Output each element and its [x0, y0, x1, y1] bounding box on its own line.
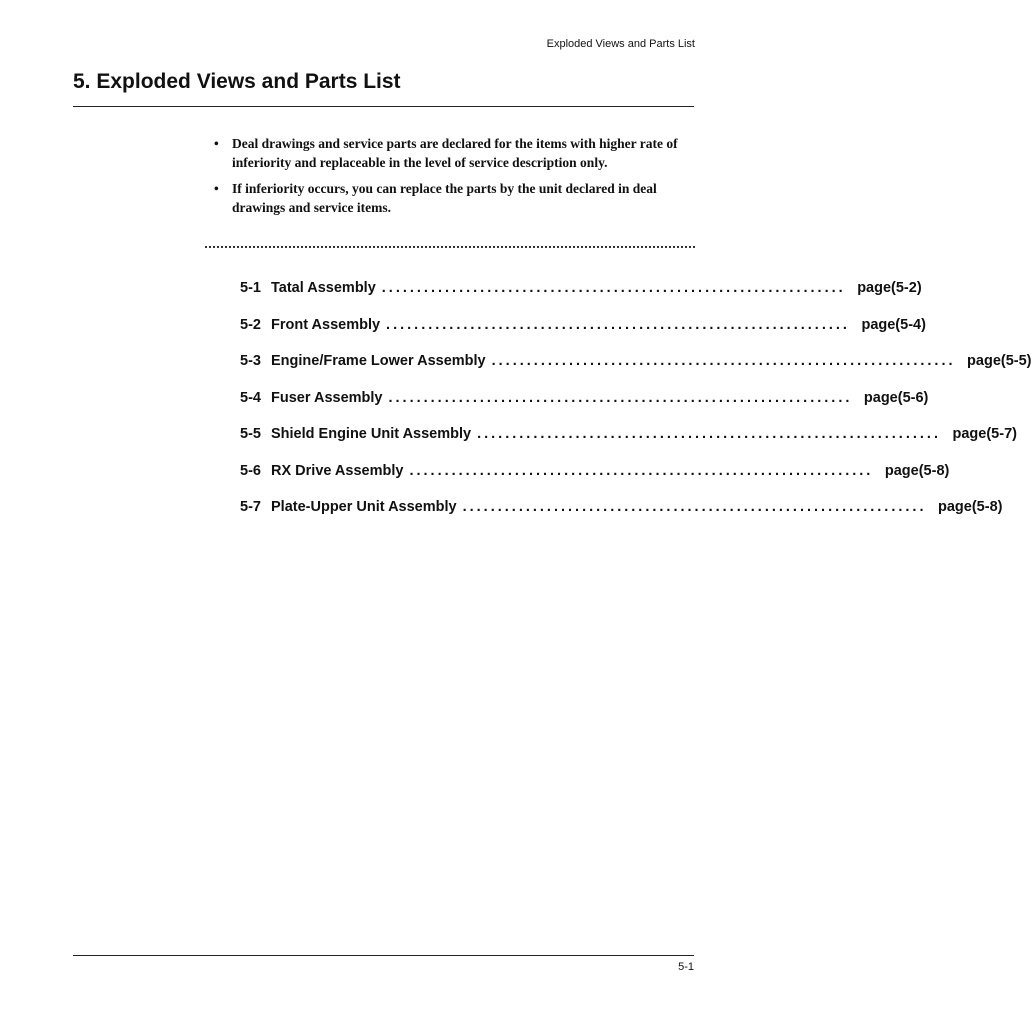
toc-leader-dots: ..................................................................: [491, 353, 956, 369]
toc-entry-label: Front Assembly: [271, 316, 381, 333]
table-of-contents: [240, 280, 1032, 536]
toc-entry-label: Tatal Assembly: [271, 280, 376, 296]
toc-entry[interactable]: [240, 353, 1032, 390]
page-number: 5-1: [678, 961, 694, 973]
toc-entry-page: page(5-5): [967, 353, 1032, 369]
toc-entry-page: page(5-4): [861, 316, 926, 333]
toc-leader-dots: ..................................................................: [477, 426, 941, 442]
toc-entry[interactable]: [240, 389, 929, 427]
toc-entry[interactable]: [240, 316, 926, 354]
title-divider: [73, 106, 694, 107]
page-title: 5. Exploded Views and Parts List: [73, 70, 401, 93]
toc-entry-number: 5-6: [240, 462, 261, 479]
toc-entry-label: Plate-Upper Unit Assembly: [271, 499, 457, 515]
dotted-divider: [205, 246, 695, 248]
toc-entry[interactable]: [240, 280, 922, 317]
note-item: [214, 134, 696, 172]
bullet-marker: •: [214, 181, 219, 196]
toc-entry-number: 5-2: [240, 316, 261, 333]
toc-entry[interactable]: [240, 462, 950, 500]
toc-entry-number: 5-5: [240, 426, 261, 442]
toc-entry-label: Shield Engine Unit Assembly: [271, 426, 472, 442]
toc-entry-label: Engine/Frame Lower Assembly: [271, 353, 486, 369]
toc-entry-page: page(5-8): [938, 499, 1003, 515]
toc-entry-label: RX Drive Assembly: [271, 462, 404, 479]
toc-leader-dots: ..................................................................: [386, 316, 850, 333]
toc-leader-dots: ..................................................................: [462, 499, 927, 515]
toc-entry-number: 5-3: [240, 353, 261, 369]
toc-entry[interactable]: [240, 426, 1017, 463]
toc-leader-dots: ..................................................................: [388, 389, 853, 406]
footer-divider: [73, 955, 694, 956]
note-item: [214, 179, 696, 217]
toc-leader-dots: ..................................................................: [381, 280, 846, 296]
toc-entry-number: 5-1: [240, 280, 261, 296]
note-text: Deal drawings and service parts are declared for the items with higher rate of inferiority and replaceable in the level of service description only.: [232, 136, 678, 170]
toc-entry-page: page(5-8): [884, 462, 950, 479]
notes-list: [214, 134, 696, 224]
running-header: Exploded Views and Parts List: [546, 38, 695, 50]
toc-entry-number: 5-4: [240, 389, 261, 406]
bullet-marker: •: [214, 136, 219, 151]
toc-leader-dots: ..................................................................: [409, 462, 874, 479]
toc-entry-page: page(5-2): [857, 280, 922, 296]
toc-entry-page: page(5-7): [952, 426, 1017, 442]
note-text: If inferiority occurs, you can replace the parts by the unit declared in deal drawings and service items.: [232, 181, 657, 215]
toc-entry-number: 5-7: [240, 499, 261, 515]
toc-entry-label: Fuser Assembly: [271, 389, 383, 406]
toc-entry[interactable]: [240, 499, 1003, 536]
toc-entry-page: page(5-6): [863, 389, 929, 406]
